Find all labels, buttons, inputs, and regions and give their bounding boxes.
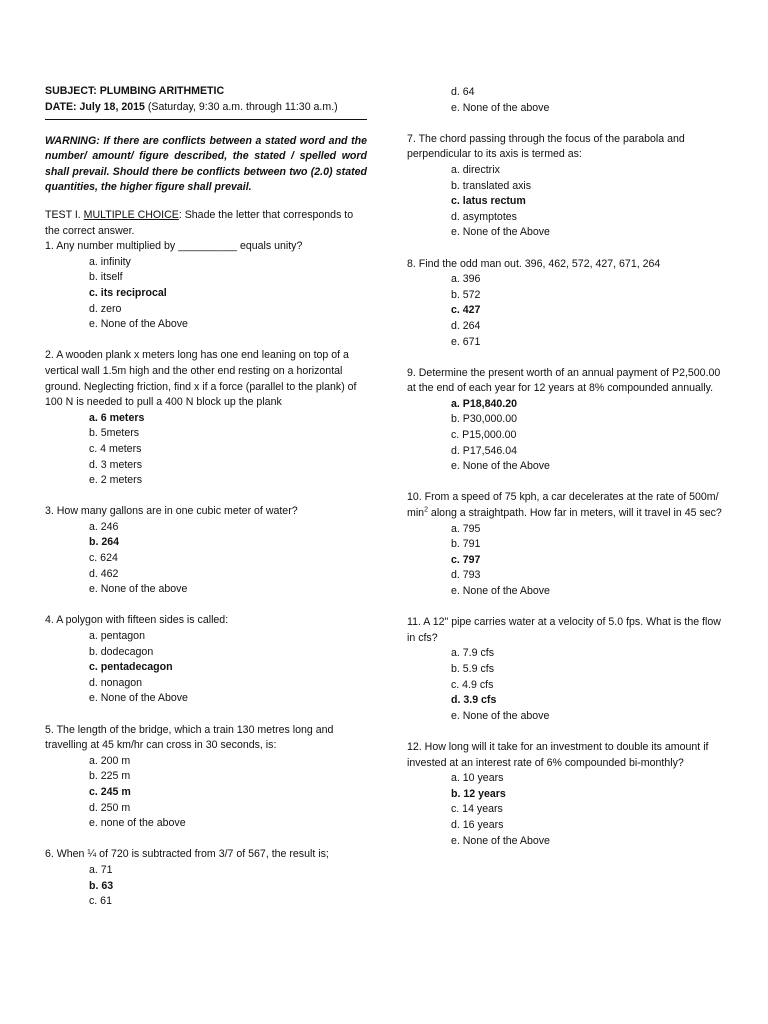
q12-option-b[interactable]: b. 12 years: [451, 787, 506, 800]
q6-option-b[interactable]: b. 63: [89, 879, 114, 892]
q3-option-e[interactable]: e. None of the above: [89, 583, 188, 596]
q11-option-c[interactable]: c. 4.9 cfs: [451, 678, 494, 691]
q7-option-c[interactable]: c. latus rectum: [451, 195, 526, 208]
date-line: [45, 100, 367, 121]
q9-option-c[interactable]: c. P15,000.00: [451, 429, 517, 442]
q3-option-d[interactable]: d. 462: [89, 567, 119, 580]
q10-option-d[interactable]: d. 793: [451, 569, 481, 582]
q1-option-b[interactable]: b. itself: [89, 271, 123, 284]
question-2: 2. A wooden plank x meters long has one end leaning on top of a vertical wall 1.5m high and the other end resting on a horizontal ground. Neglecting friction, find x if a force (parallel to the plank) of 100 N is needed to pull a 400 N block up the plank: [45, 349, 357, 409]
q5-option-c[interactable]: c. 245 m: [89, 785, 131, 798]
q11-option-e[interactable]: e. None of the above: [451, 709, 550, 722]
q2-option-a[interactable]: a. 6 meters: [89, 411, 145, 424]
q9-option-d[interactable]: d. P17,546.04: [451, 444, 517, 457]
q5-option-a[interactable]: a. 200 m: [89, 754, 131, 767]
question-4: 4. A polygon with fifteen sides is called:: [45, 614, 229, 627]
q1-option-c[interactable]: c. its reciprocal: [89, 286, 167, 299]
q10-option-c[interactable]: c. 797: [451, 553, 481, 566]
q4-option-a[interactable]: a. pentagon: [89, 630, 145, 643]
q8-option-a[interactable]: a. 396: [451, 273, 481, 286]
options-2: [45, 411, 367, 489]
test-title: MULTIPLE CHOICE: [83, 209, 179, 221]
question-12: 12. How long will it take for an investment to double its amount if invested at an interest rate of 6% compounded bi-monthly?: [407, 740, 709, 769]
q5-option-b[interactable]: b. 225 m: [89, 770, 131, 783]
options-11: [407, 646, 729, 724]
q8-option-d[interactable]: d. 264: [451, 319, 481, 332]
subject-line: SUBJECT: PLUMBING ARITHMETIC: [45, 85, 225, 97]
options-9: [407, 397, 729, 475]
test-prefix: TEST I.: [45, 209, 84, 221]
q11-option-d[interactable]: d. 3.9 cfs: [451, 694, 497, 707]
question-6: 6. When ¼ of 720 is subtracted from 3/7 of 567, the result is;: [45, 848, 329, 861]
warning-text: WARNING: If there are conflicts between a stated word and the number/ amount/ figure described, the stated / spelled word shall prevail. Should there be conflicts between two (2.0) stated quantities, the higher figure shall prevail.: [45, 135, 367, 193]
question-10: [407, 490, 729, 521]
q8-option-c[interactable]: c. 427: [451, 304, 481, 317]
q5-option-d[interactable]: d. 250 m: [89, 801, 131, 814]
q10-option-e[interactable]: e. None of the Above: [451, 585, 550, 597]
q3-option-a[interactable]: a. 246: [89, 520, 119, 533]
options-7: [407, 163, 729, 241]
q10-text-b: along a straightpath. How far in meters, will it travel in 45 sec?: [427, 507, 722, 520]
q4-option-c[interactable]: c. pentadecagon: [89, 661, 173, 674]
q10-text-a: 10. From a speed of 75 kph, a car decelerates at the rate of 500m/ min: [407, 491, 719, 520]
question-7: 7. The chord passing through the focus of the parabola and perpendicular to its axis is termed as:: [407, 132, 685, 161]
q7-option-d[interactable]: d. asymptotes: [451, 210, 517, 223]
q9-option-e[interactable]: e. None of the Above: [451, 460, 550, 473]
question-5: 5. The length of the bridge, which a train 130 metres long and travelling at 45 km/hr can cross in 30 seconds, is:: [45, 723, 334, 752]
q7-option-a[interactable]: a. directrix: [451, 163, 500, 176]
q7-option-b[interactable]: b. translated axis: [451, 179, 532, 192]
q8-option-e[interactable]: e. 671: [451, 335, 481, 348]
q4-option-d[interactable]: d. nonagon: [89, 676, 143, 689]
date-detail: (Saturday, 9:30 a.m. through 11:30 a.m.): [147, 100, 338, 113]
q2-option-d[interactable]: d. 3 meters: [89, 458, 142, 471]
options-8: [407, 272, 729, 350]
options-1: [45, 255, 367, 333]
q11-option-a[interactable]: a. 7.9 cfs: [451, 647, 494, 660]
q6-option-c[interactable]: c. 61: [89, 895, 112, 908]
q9-option-a[interactable]: a. P18,840.20: [451, 397, 517, 410]
question-1: 1. Any number multiplied by __________ equals unity?: [45, 240, 303, 253]
q3-option-b[interactable]: b. 264: [89, 536, 120, 549]
q2-option-e[interactable]: e. 2 meters: [89, 474, 142, 487]
q12-option-c[interactable]: c. 14 years: [451, 803, 503, 816]
options-4: [45, 629, 367, 707]
options-12: [407, 771, 729, 849]
q8-option-b[interactable]: b. 572: [451, 288, 481, 301]
question-3: 3. How many gallons are in one cubic meter of water?: [45, 505, 298, 518]
q10-option-a[interactable]: a. 795: [451, 522, 481, 535]
q11-option-b[interactable]: b. 5.9 cfs: [451, 662, 494, 675]
q4-option-b[interactable]: b. dodecagon: [89, 645, 154, 658]
options-6: [45, 863, 367, 910]
q6-option-e[interactable]: e. None of the above: [451, 101, 550, 114]
q1-option-e[interactable]: e. None of the Above: [89, 318, 188, 331]
q1-option-d[interactable]: d. zero: [89, 302, 122, 315]
test-heading: [45, 208, 367, 239]
q12-option-e[interactable]: e. None of the Above: [451, 834, 550, 847]
q3-option-c[interactable]: c. 624: [89, 552, 118, 565]
q12-option-a[interactable]: a. 10 years: [451, 772, 504, 785]
left-column: [45, 84, 367, 910]
q10-option-b[interactable]: b. 791: [451, 538, 481, 551]
q5-option-e[interactable]: e. none of the above: [89, 817, 186, 830]
options-5: [45, 754, 367, 832]
options-3: [45, 520, 367, 598]
question-8: 8. Find the odd man out. 396, 462, 572, 427, 671, 264: [407, 257, 661, 270]
options-6-continued: [407, 85, 729, 116]
q2-option-b[interactable]: b. 5meters: [89, 427, 140, 440]
q6-option-d[interactable]: d. 64: [451, 86, 475, 98]
question-9: 9. Determine the present worth of an annual payment of P2,500.00 at the end of each year for 12 years at 8% compounded annually.: [407, 366, 721, 395]
test-instruction: : Shade the letter that corresponds to the correct answer.: [45, 209, 354, 237]
right-column: [407, 85, 729, 849]
question-11: 11. A 12" pipe carries water at a velocity of 5.0 fps. What is the flow in cfs?: [407, 616, 721, 644]
options-10: [407, 522, 729, 600]
q9-option-b[interactable]: b. P30,000.00: [451, 413, 517, 426]
date-label: DATE: July 18, 2015: [45, 100, 145, 113]
q7-option-e[interactable]: e. None of the Above: [451, 226, 550, 239]
q4-option-e[interactable]: e. None of the Above: [89, 692, 188, 705]
q12-option-d[interactable]: d. 16 years: [451, 818, 504, 831]
q2-option-c[interactable]: c. 4 meters: [89, 442, 142, 455]
q10-superscript: 2: [424, 506, 428, 514]
q1-option-a[interactable]: a. infinity: [89, 255, 131, 268]
q6-option-a[interactable]: a. 71: [89, 863, 113, 876]
